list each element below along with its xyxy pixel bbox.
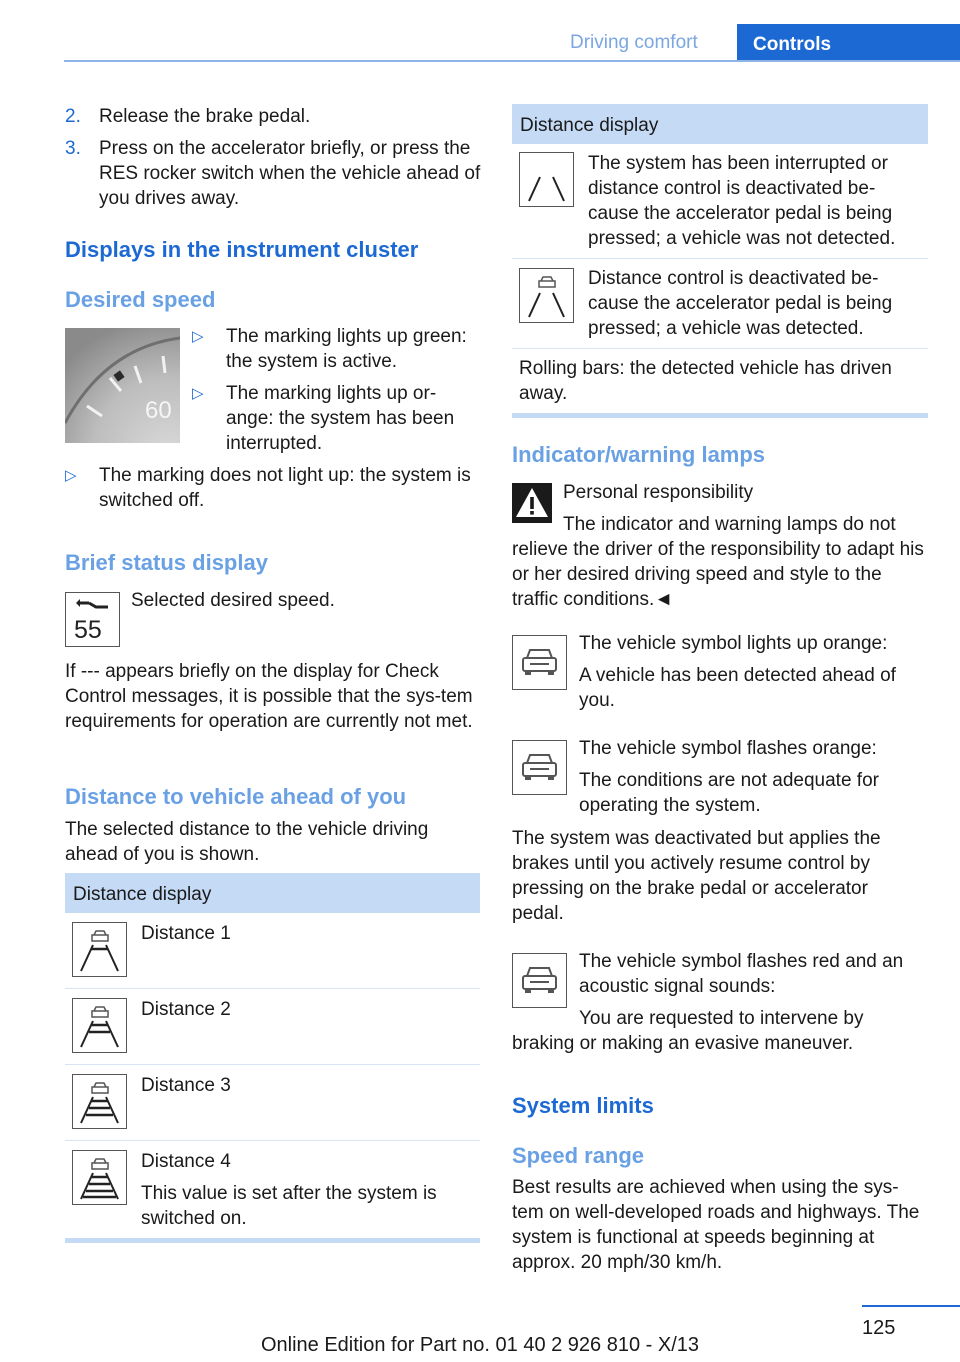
- table-row: [65, 1065, 480, 1141]
- bullet-orange: [192, 381, 482, 456]
- bullet-text: The marking does not light up: the system is switched off.: [99, 465, 471, 511]
- brief-status-text: Selected desired speed.: [131, 590, 335, 611]
- distance-2-icon: [72, 998, 127, 1053]
- vehicle-symbol-red-icon: [512, 953, 567, 1008]
- row-text: The system has been interrupted or distance control is deactivated be-cause the accelerator pedal is being pressed; a vehicle was not detected.: [588, 153, 896, 249]
- warning-title: Personal responsibility: [563, 482, 754, 503]
- footer-edition: Online Edition for Part no. 01 40 2 926 810 - X/13: [260, 1334, 700, 1356]
- step-number: 2.: [65, 106, 81, 127]
- header-section: Driving comfort: [570, 32, 698, 53]
- heading-indicator-lamps: Indicator/warning lamps: [512, 442, 766, 467]
- table-row: [512, 349, 928, 415]
- table-row: [65, 1141, 480, 1239]
- table-row: [65, 913, 480, 989]
- row-extra-text: This value is set after the system is switched on.: [141, 1183, 437, 1229]
- table-row: [65, 989, 480, 1065]
- speedometer-image: [65, 328, 180, 443]
- vehicle-symbol-icon: [512, 635, 567, 690]
- heading-speed-range: Speed range: [512, 1143, 645, 1168]
- speed-limit-icon: [65, 592, 120, 647]
- heading-brief-status: Brief status display: [65, 550, 268, 575]
- distance-display-table: [65, 873, 480, 1239]
- bullet-triangle-icon: ▷: [65, 467, 77, 484]
- bullet-triangle-icon: ▷: [192, 385, 204, 402]
- table-header: Distance display: [512, 104, 928, 144]
- heading-desired-speed: Desired speed: [65, 287, 216, 312]
- page-number: 125: [862, 1317, 896, 1339]
- table-row: [512, 144, 928, 259]
- bullet-green: [192, 324, 482, 374]
- step-3: [65, 136, 485, 211]
- deactivated-paragraph: The system was deactivated but applies the brakes until you actively resume control by pressing on the brake pedal or accelerator pedal.: [512, 828, 881, 924]
- heading-system-limits: System limits: [512, 1093, 654, 1118]
- table-row: [512, 259, 928, 349]
- speed-range-paragraph: Best results are achieved when using the sys-tem on well-developed roads and highways. The system is functional at speeds beginning at approx. 20 mph/30 km/h.: [512, 1177, 920, 1273]
- table-bottom-rule: [65, 1238, 480, 1243]
- speed-limit-value: 55: [74, 616, 102, 644]
- distance-1-icon: [72, 922, 127, 977]
- bullet-text: The marking lights up green: the system is active.: [226, 326, 467, 372]
- heading-distance-ahead: Distance to vehicle ahead of you: [65, 784, 407, 809]
- step-text: Press on the accelerator briefly, or press the RES rocker switch when the vehicle ahead of you drives away.: [99, 138, 481, 209]
- distance-deactivated-detected-icon: [519, 268, 574, 323]
- distance-interrupted-icon: [519, 152, 574, 207]
- distance-paragraph: The selected distance to the vehicle driving ahead of you is shown.: [65, 819, 429, 865]
- table-header: Distance display: [65, 873, 480, 913]
- lamp-text-line2: The conditions are not adequate for operating the system.: [579, 770, 879, 816]
- header-rule: [64, 60, 960, 62]
- row-text: Distance control is deactivated be-cause the accelerator pedal is being pressed; a vehicle was detected.: [588, 268, 893, 339]
- vehicle-symbol-flashing-icon: [512, 740, 567, 795]
- lamp-red-text-line1: The vehicle symbol flashes red and an acoustic signal sounds:: [579, 951, 904, 997]
- step-text: Release the brake pedal.: [99, 106, 311, 127]
- gauge-number: 60: [145, 397, 172, 424]
- step-number: 3.: [65, 138, 81, 159]
- bullet-off: [65, 463, 480, 513]
- header-chapter-tab: Controls: [737, 24, 960, 62]
- table-bottom-rule: [512, 413, 928, 418]
- footer-rule: [862, 1305, 960, 1307]
- check-control-paragraph: If --- appears briefly on the display for Check Control messages, it is possible that the sys-tem requirements for operation are currently not met.: [65, 661, 473, 732]
- distance-4-icon: [72, 1150, 127, 1205]
- step-2: [65, 104, 480, 129]
- bullet-triangle-icon: ▷: [192, 328, 204, 345]
- row-text: Distance 1: [141, 923, 231, 944]
- distance-3-icon: [72, 1074, 127, 1129]
- warning-text: The indicator and warning lamps do not relieve the driver of the responsibility to adapt his or her desired driving speed and style to the traffic conditions.◄: [512, 514, 924, 610]
- row-text: Distance 3: [141, 1075, 231, 1096]
- lamp-text-line2: A vehicle has been detected ahead of you.: [579, 665, 896, 711]
- row-text: Distance 4: [141, 1151, 231, 1172]
- row-note-text: Rolling bars: the detected vehicle has driven away.: [519, 358, 892, 404]
- lamp-red-text-line2: You are requested to intervene by braking or making an evasive maneuver.: [512, 1008, 864, 1054]
- heading-displays: Displays in the instrument cluster: [65, 237, 419, 262]
- row-text: Distance 2: [141, 999, 231, 1020]
- distance-display-table-right: [512, 104, 928, 415]
- bullet-text: The marking lights up or-ange: the system has been interrupted.: [226, 383, 455, 454]
- lamp-text-line1: The vehicle symbol lights up orange:: [579, 633, 888, 654]
- lamp-text-line1: The vehicle symbol flashes orange:: [579, 738, 877, 759]
